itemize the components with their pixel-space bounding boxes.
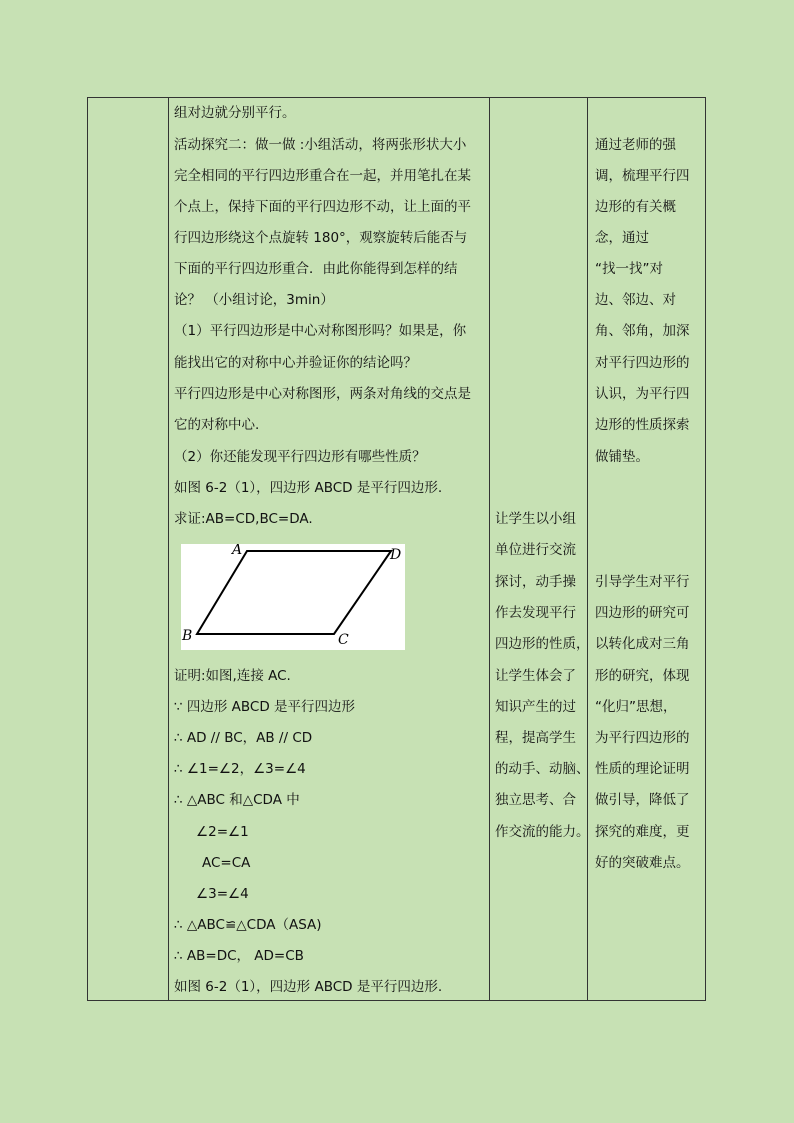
vertex-label-c: C [338, 632, 349, 648]
answer-line: 平行四边形是中心对称图形，两条对角线的交点是 [174, 386, 471, 402]
student-activity-cell [495, 98, 590, 1000]
column-divider [489, 98, 490, 1000]
parallelogram-shape [197, 551, 391, 634]
intent-line: 做引导，降低了 [595, 792, 690, 808]
question-2: （2）你还能发现平行四边形有哪些性质？ [174, 449, 426, 465]
activity-line: 组对边就分别平行。 [174, 105, 296, 121]
student-line: 让学生体会了 [495, 668, 576, 684]
intent-line: 边形的有关概 [595, 199, 676, 215]
vertex-label-b: B [182, 628, 193, 644]
intent-line: 探究的难度，更 [595, 824, 690, 840]
intent-line: 对平行四边形的 [595, 355, 690, 371]
activity-line: 论？ （小组讨论，3min） [174, 292, 334, 308]
intent-line: 好的突破难点。 [595, 855, 690, 871]
intent-line: 形的研究，体现 [595, 668, 690, 684]
intent-line: 调，梳理平行四 [595, 168, 690, 184]
activity-cell [174, 98, 486, 1000]
column-divider [587, 98, 588, 1000]
proof-line: ∴ AB=DC， AD=CB [174, 948, 304, 964]
intent-line: 通过老师的强 [595, 137, 676, 153]
intent-line: 角、邻角，加深 [595, 323, 690, 339]
intent-line: 认识，为平行四 [595, 386, 690, 402]
activity-line: 行四边形绕这个点旋转 180°，观察旋转后能否与 [174, 230, 468, 246]
student-line: 探讨，动手操 [495, 574, 576, 590]
student-line: 知识产生的过 [495, 699, 576, 715]
student-line: 程，提高学生 [495, 730, 576, 746]
student-line: 作交流的能力。 [495, 824, 590, 840]
intent-line: 以转化成对三角 [595, 636, 690, 652]
activity-line: 下面的平行四边形重合．由此你能得到怎样的结 [174, 261, 458, 277]
prove-line: 求证:AB=CD,BC=DA. [174, 511, 313, 527]
student-line: 让学生以小组 [495, 511, 576, 527]
activity-line: 活动探究二：做一做 :小组活动，将两张形状大小 [174, 137, 467, 153]
intent-line: 四边形的研究可 [595, 605, 690, 621]
design-intent-cell [595, 98, 705, 1000]
intent-line: 做铺垫。 [595, 449, 649, 465]
lesson-table [87, 97, 706, 1001]
proof-line: ∠3=∠4 [196, 886, 249, 902]
student-line: 四边形的性质， [495, 636, 590, 652]
intent-line: “找一找”对 [595, 261, 663, 277]
proof-line: 如图 6-2（1），四边形 ABCD 是平行四边形. [174, 979, 443, 995]
student-line: 的动手、动脑、 [495, 761, 590, 777]
proof-line: 证明:如图,连接 AC. [174, 668, 291, 684]
intent-line: 为平行四边形的 [595, 730, 690, 746]
intent-line: 边、邻边、对 [595, 292, 676, 308]
stage-cell [88, 98, 168, 1000]
intent-line: “化归”思想， [595, 699, 677, 715]
intent-line: 念，通过 [595, 230, 649, 246]
parallelogram-figure [181, 544, 405, 650]
student-line: 单位进行交流 [495, 542, 576, 558]
vertex-label-a: A [232, 544, 243, 558]
intent-line: 引导学生对平行 [595, 574, 690, 590]
given-line: 如图 6-2（1），四边形 ABCD 是平行四边形. [174, 480, 443, 496]
student-line: 作去发现平行 [495, 605, 576, 621]
answer-line: 它的对称中心. [174, 417, 260, 433]
proof-line: ∴ △ABC≌△CDA（ASA) [174, 917, 322, 933]
proof-line: ∵ 四边形 ABCD 是平行四边形 [174, 699, 356, 715]
vertex-label-d: D [390, 547, 402, 563]
proof-line: ∴ AD // BC，AB // CD [174, 730, 313, 746]
proof-line: ∠2=∠1 [196, 824, 249, 840]
activity-line: 能找出它的对称中心并验证你的结论吗？ [174, 355, 417, 371]
proof-line: AC=CA [202, 855, 251, 871]
activity-line: 完全相同的平行四边形重合在一起，并用笔扎在某 [174, 168, 471, 184]
column-divider [168, 98, 169, 1000]
proof-line: ∴ △ABC 和△CDA 中 [174, 792, 300, 808]
intent-line: 性质的理论证明 [595, 761, 690, 777]
student-line: 独立思考、合 [495, 792, 576, 808]
question-1: （1）平行四边形是中心对称图形吗？如果是，你 [174, 323, 467, 339]
intent-line: 边形的性质探索 [595, 417, 690, 433]
activity-line: 个点上，保持下面的平行四边形不动，让上面的平 [174, 199, 471, 215]
proof-line: ∴ ∠1=∠2，∠3=∠4 [174, 761, 306, 777]
